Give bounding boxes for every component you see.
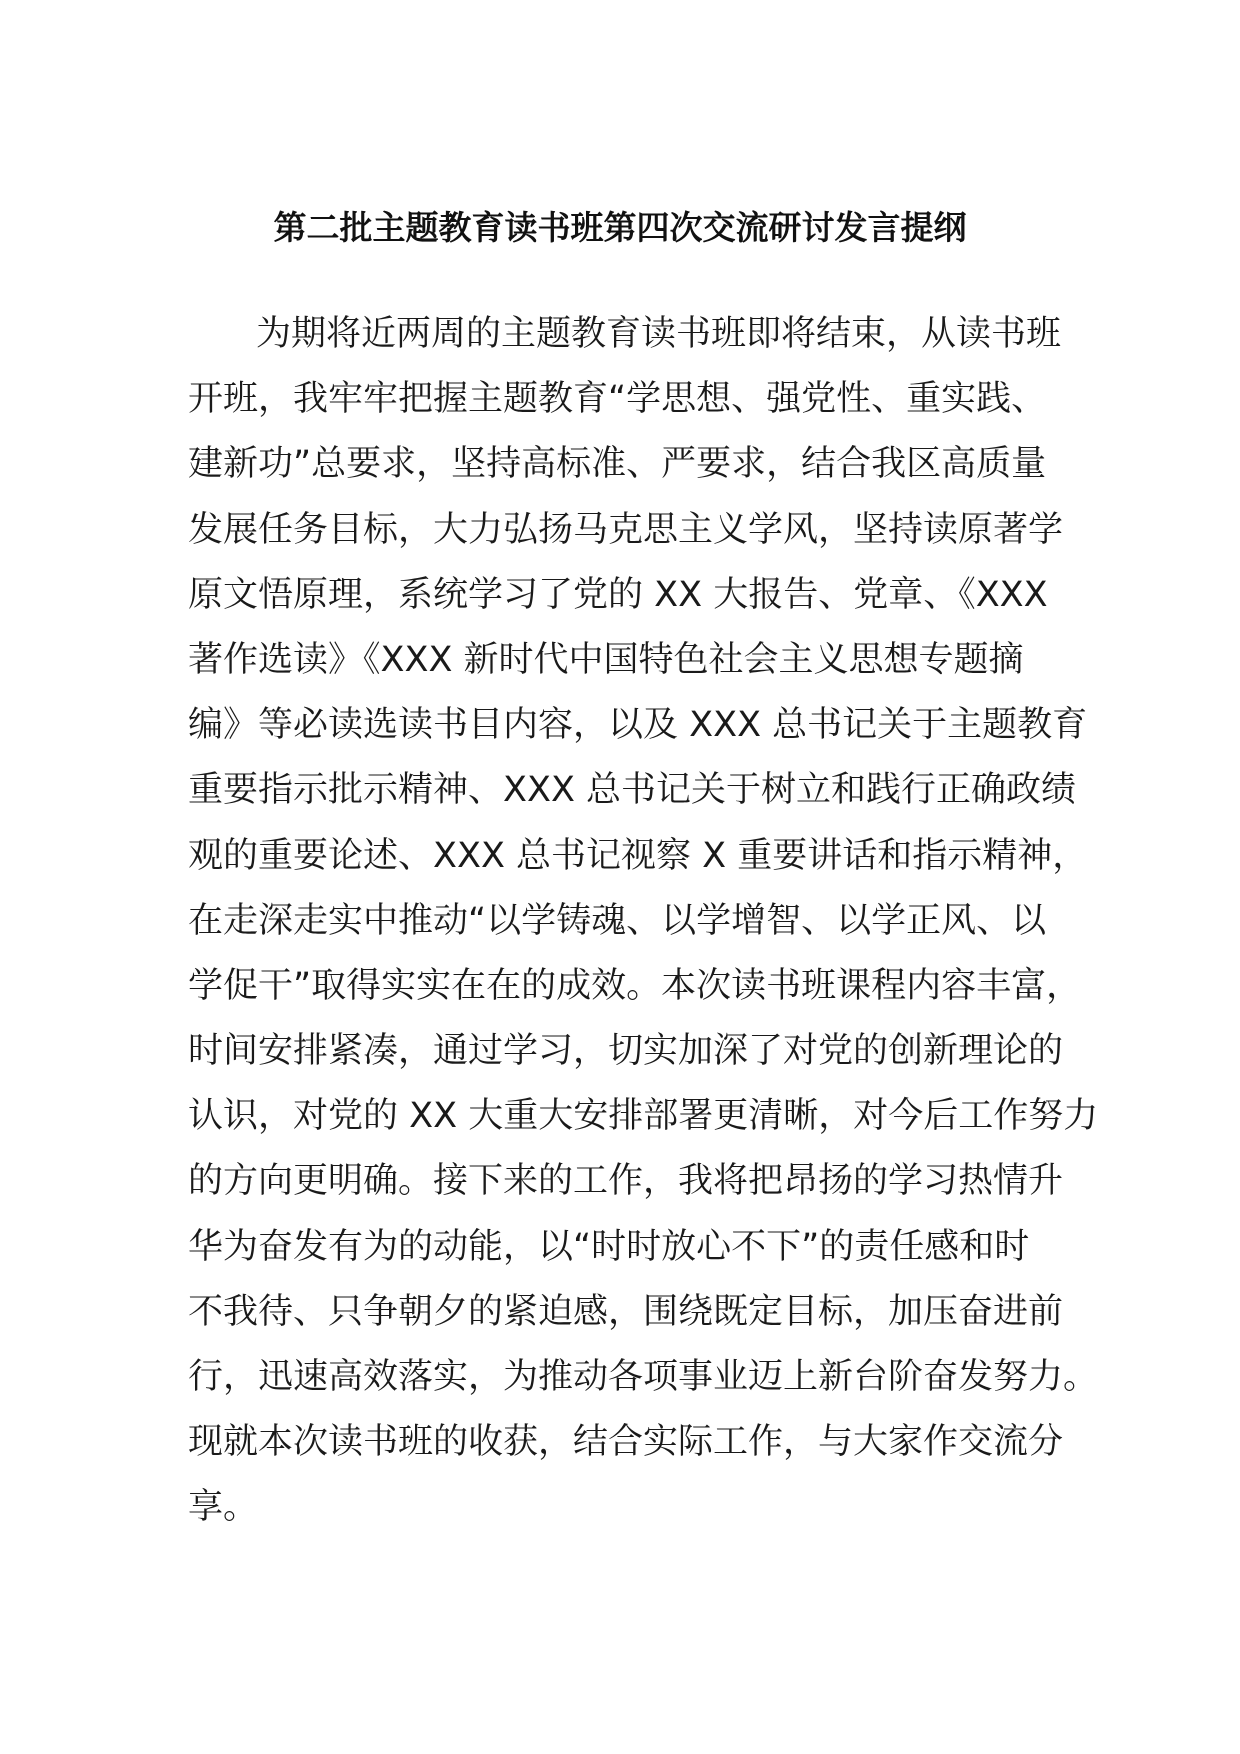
paragraph-line: 华为奋发有为的动能，以“时时放心不下”的责任感和时 <box>188 1226 1030 1267</box>
document-paragraph <box>188 302 1099 1541</box>
paragraph-line: 著作选读》《XXX 新时代中国特色社会主义思想专题摘 <box>188 639 1024 680</box>
paragraph-line: 不我待、只争朝夕的紧迫感，围绕既定目标，加压奋进前 <box>188 1291 1064 1332</box>
paragraph-line: 享。 <box>188 1487 259 1528</box>
paragraph-line: 重要指示批示精神、XXX 总书记关于树立和践行正确政绩 <box>188 770 1077 811</box>
paragraph-line: 现就本次读书班的收获，结合实际工作，与大家作交流分 <box>188 1422 1064 1463</box>
paragraph-line: 时间安排紧凑，通过学习，切实加深了对党的创新理论的 <box>188 1031 1064 1072</box>
paragraph-line: 原文悟原理，系统学习了党的 XX 大报告、党章、《XXX <box>188 574 1048 615</box>
paragraph-line: 观的重要论述、XXX 总书记视察 X 重要讲话和指示精神， <box>188 835 1088 876</box>
paragraph-line: 开班，我牢牢把握主题教育“学思想、强党性、重实践、 <box>188 379 1047 420</box>
paragraph-line: 学促干”取得实实在在的成效。本次读书班课程内容丰富， <box>188 965 1082 1006</box>
paragraph-line: 的方向更明确。接下来的工作，我将把昂扬的学习热情升 <box>188 1161 1064 1202</box>
paragraph-line: 在走深走实中推动“以学铸魂、以学增智、以学正风、以 <box>188 900 1047 941</box>
paragraph-line: 为期将近两周的主题教育读书班即将结束，从读书班 <box>256 314 1062 354</box>
paragraph-line: 认识，对党的 XX 大重大安排部署更清晰，对今后工作努力 <box>188 1096 1099 1137</box>
paragraph-line: 发展任务目标，大力弘扬马克思主义学风，坚持读原著学 <box>188 509 1064 550</box>
paragraph-line: 编》等必读选读书目内容，以及 XXX 总书记关于主题教育 <box>188 705 1088 746</box>
document-title: 第二批主题教育读书班第四次交流研讨发言提纲 <box>273 208 967 247</box>
paragraph-line: 行，迅速高效落实，为推动各项事业迈上新台阶奋发努力。 <box>188 1357 1099 1397</box>
paragraph-line: 建新功”总要求，坚持高标准、严要求，结合我区高质量 <box>188 444 1047 485</box>
